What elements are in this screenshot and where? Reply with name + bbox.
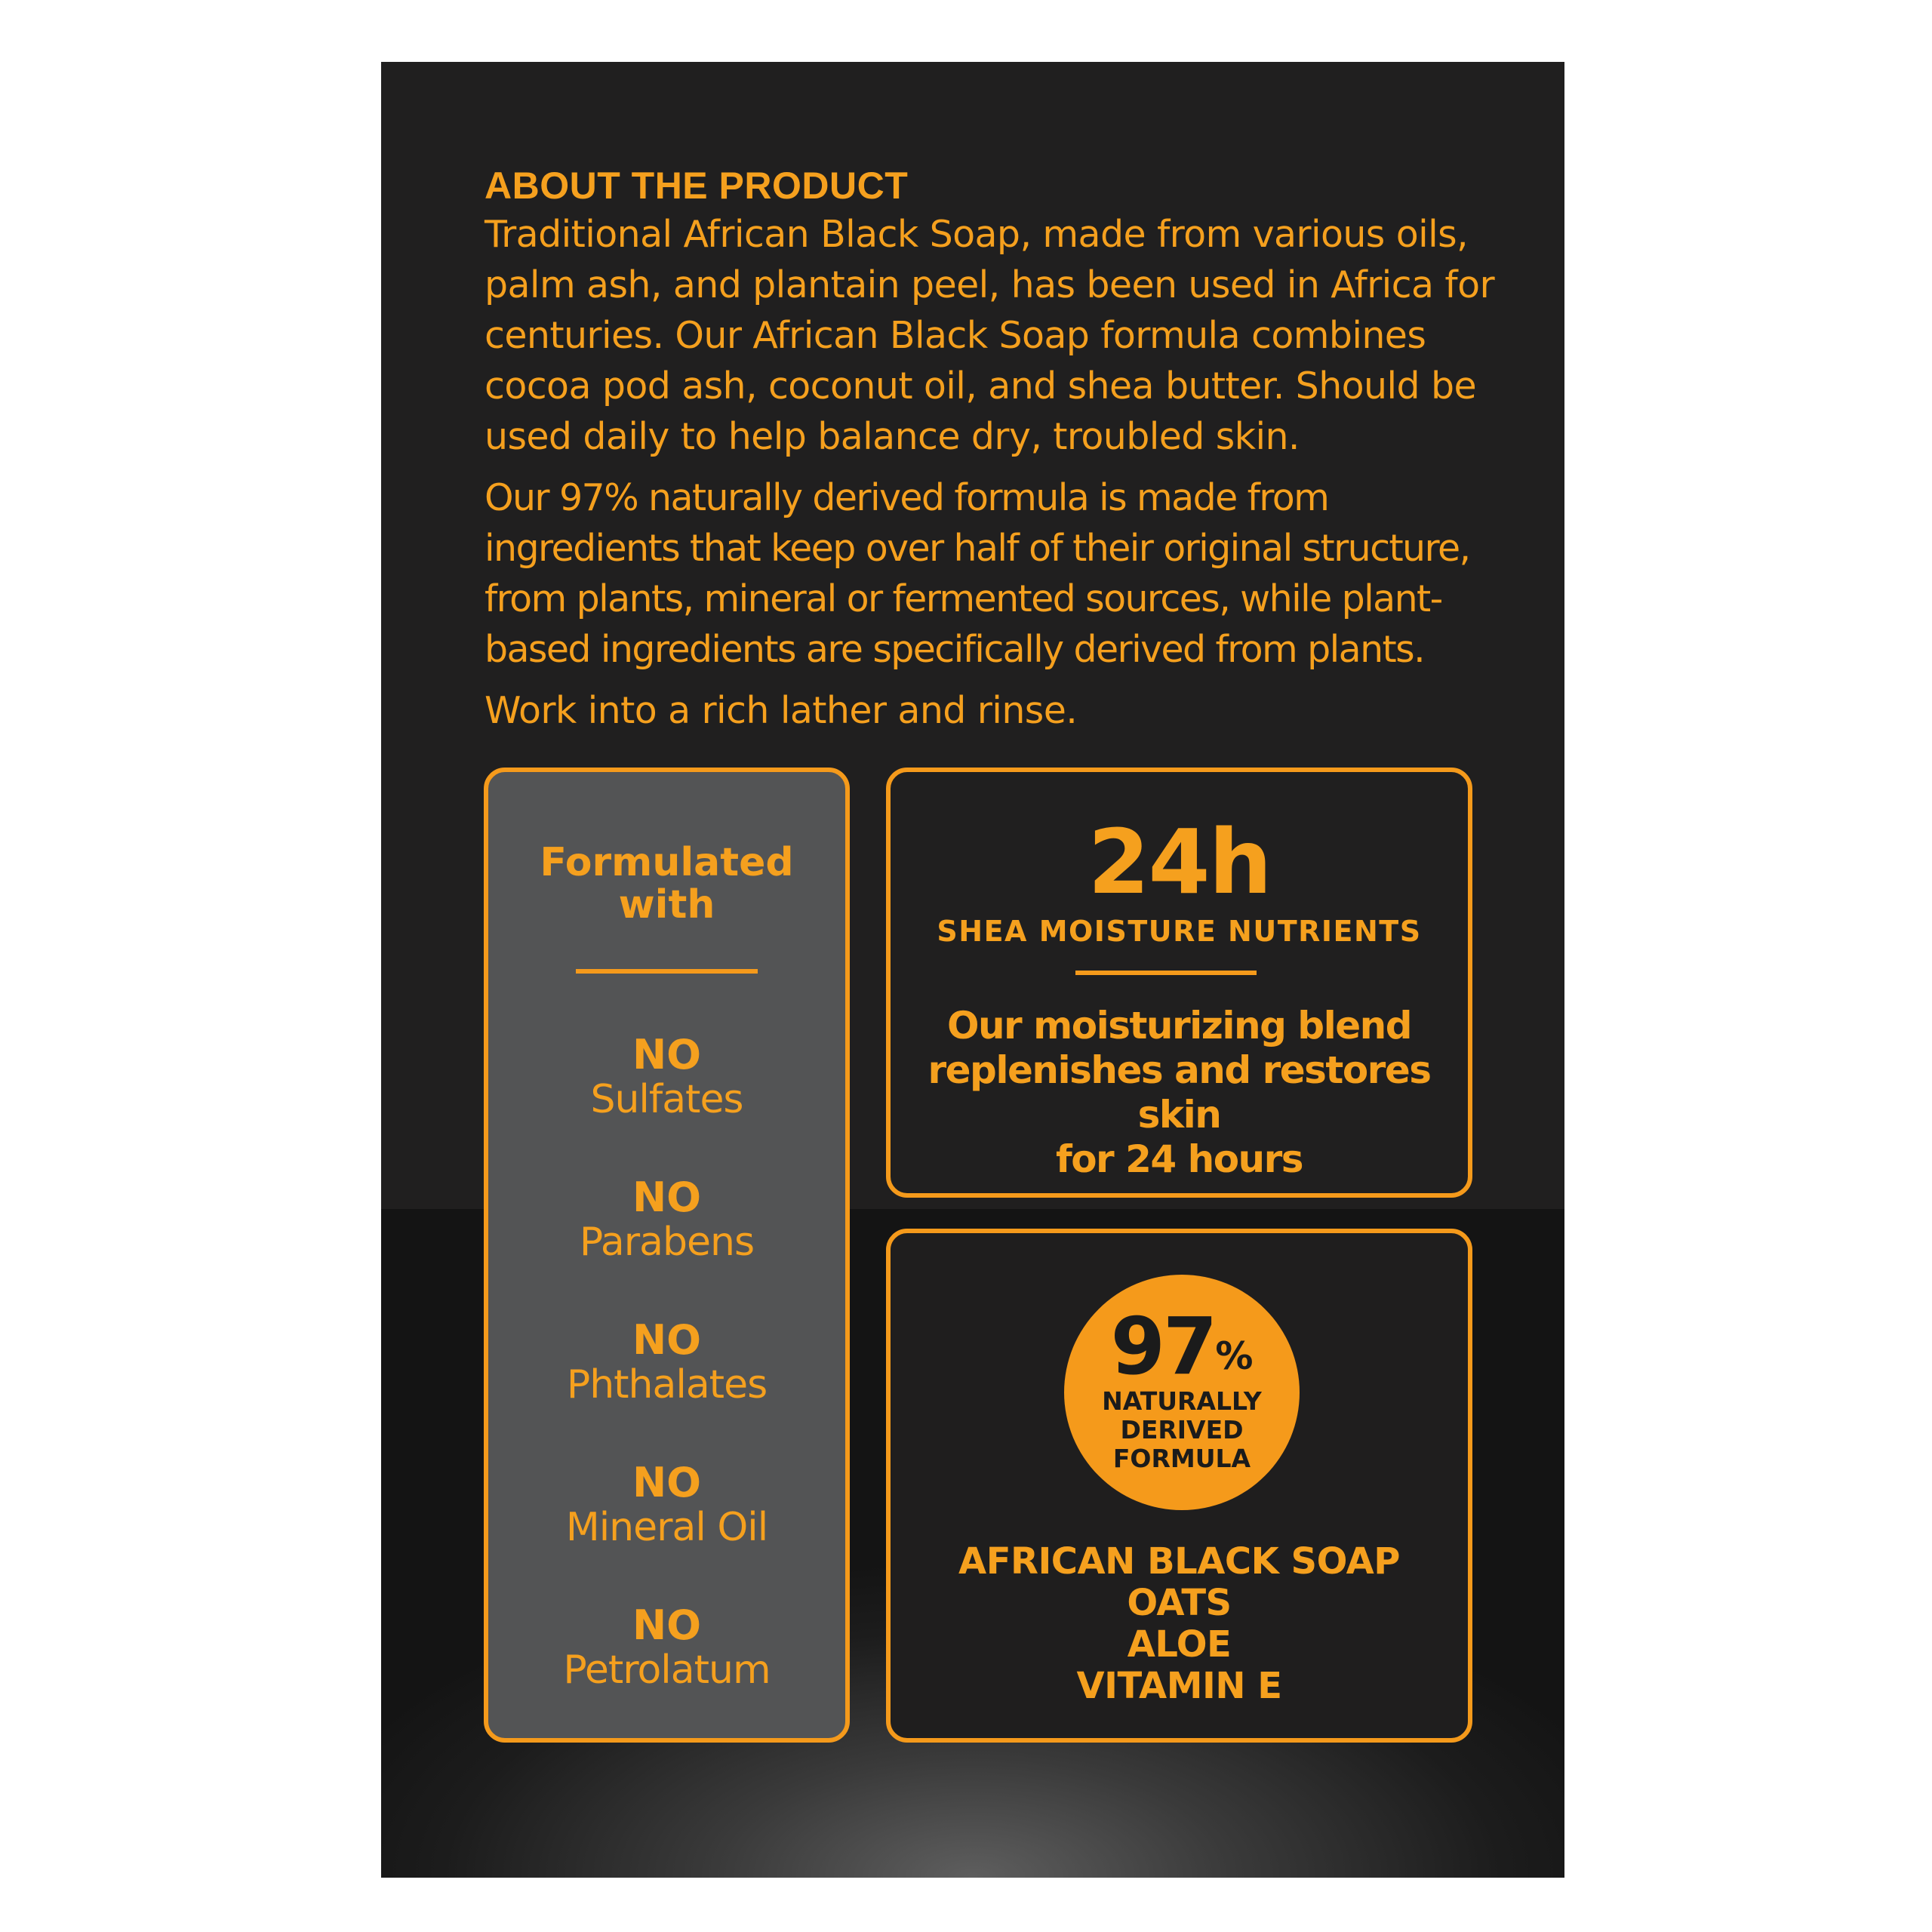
formulated-heading xyxy=(488,841,845,926)
badge-line-3: FORMULA xyxy=(1112,1444,1251,1473)
about-paragraph-2: Our 97% naturally derived formula is made from ingredients that keep over half of their original structure, from plants, mineral or fermented sources, while plant-based ingredients are specifically derived from plants. xyxy=(485,476,1470,671)
badge-line-2: DERIVED xyxy=(1120,1415,1244,1444)
free-from-item-petrolatum xyxy=(488,1603,845,1746)
badge-number xyxy=(1064,1300,1300,1398)
about-heading: ABOUT THE PRODUCT xyxy=(485,165,909,207)
badge-line-1: NATURALLY xyxy=(1102,1386,1262,1416)
product-panel xyxy=(381,62,1564,1878)
free-from-item-sulfates xyxy=(488,1032,845,1175)
about-section xyxy=(485,162,1534,736)
free-from-list xyxy=(488,1032,845,1746)
divider xyxy=(1075,971,1257,975)
nutrients-description xyxy=(906,1004,1453,1182)
badge-percent-sign: % xyxy=(1215,1334,1254,1378)
no-label: NO xyxy=(632,1031,702,1078)
excluded-ingredient: Parabens xyxy=(579,1220,755,1265)
about-paragraph-1: Traditional African Black Soap, made from various oils, palm ash, and plantain peel, has been used in Africa for centuries. Our African Black Soap formula combines cocoa pod ash, coconut oil, and shea butter. Should be used daily to help balance dry, troubled skin. xyxy=(485,213,1494,458)
no-label: NO xyxy=(632,1459,702,1506)
free-from-item-phthalates xyxy=(488,1318,845,1460)
excluded-ingredient: Sulfates xyxy=(590,1077,743,1122)
no-label: NO xyxy=(632,1174,702,1221)
nutrients-line-2: replenishes and restores skin xyxy=(928,1048,1431,1137)
ingredient-item: ALOE xyxy=(1127,1623,1232,1666)
naturally-derived-badge xyxy=(1064,1275,1300,1510)
excluded-ingredient: Mineral Oil xyxy=(565,1505,768,1550)
no-label: NO xyxy=(632,1316,702,1364)
ingredient-item: AFRICAN BLACK SOAP xyxy=(958,1540,1400,1583)
nutrients-box xyxy=(886,768,1472,1198)
divider xyxy=(576,969,758,974)
excluded-ingredient: Phthalates xyxy=(566,1362,768,1407)
natural-formula-box xyxy=(886,1229,1472,1743)
excluded-ingredient: Petrolatum xyxy=(563,1647,771,1693)
key-ingredients-list xyxy=(891,1541,1468,1707)
badge-number-value: 97 xyxy=(1110,1300,1216,1392)
badge-text xyxy=(1064,1387,1300,1473)
nutrients-line-1: Our moisturizing blend xyxy=(946,1004,1412,1048)
ingredient-item: VITAMIN E xyxy=(1076,1665,1282,1707)
no-label: NO xyxy=(632,1601,702,1649)
free-from-item-parabens xyxy=(488,1175,845,1318)
24h-headline: 24h xyxy=(1088,810,1271,914)
nutrients-subheading: SHEA MOISTURE NUTRIENTS xyxy=(937,915,1422,948)
ingredient-item: OATS xyxy=(1127,1582,1232,1624)
formulated-heading-line-2: with xyxy=(618,882,715,928)
formulated-heading-line-1: Formulated xyxy=(540,840,794,885)
nutrients-line-3: for 24 hours xyxy=(1055,1137,1303,1181)
formulated-box xyxy=(484,768,850,1743)
about-paragraph-3: Work into a rich lather and rinse. xyxy=(485,689,1078,732)
free-from-item-mineral-oil xyxy=(488,1460,845,1603)
